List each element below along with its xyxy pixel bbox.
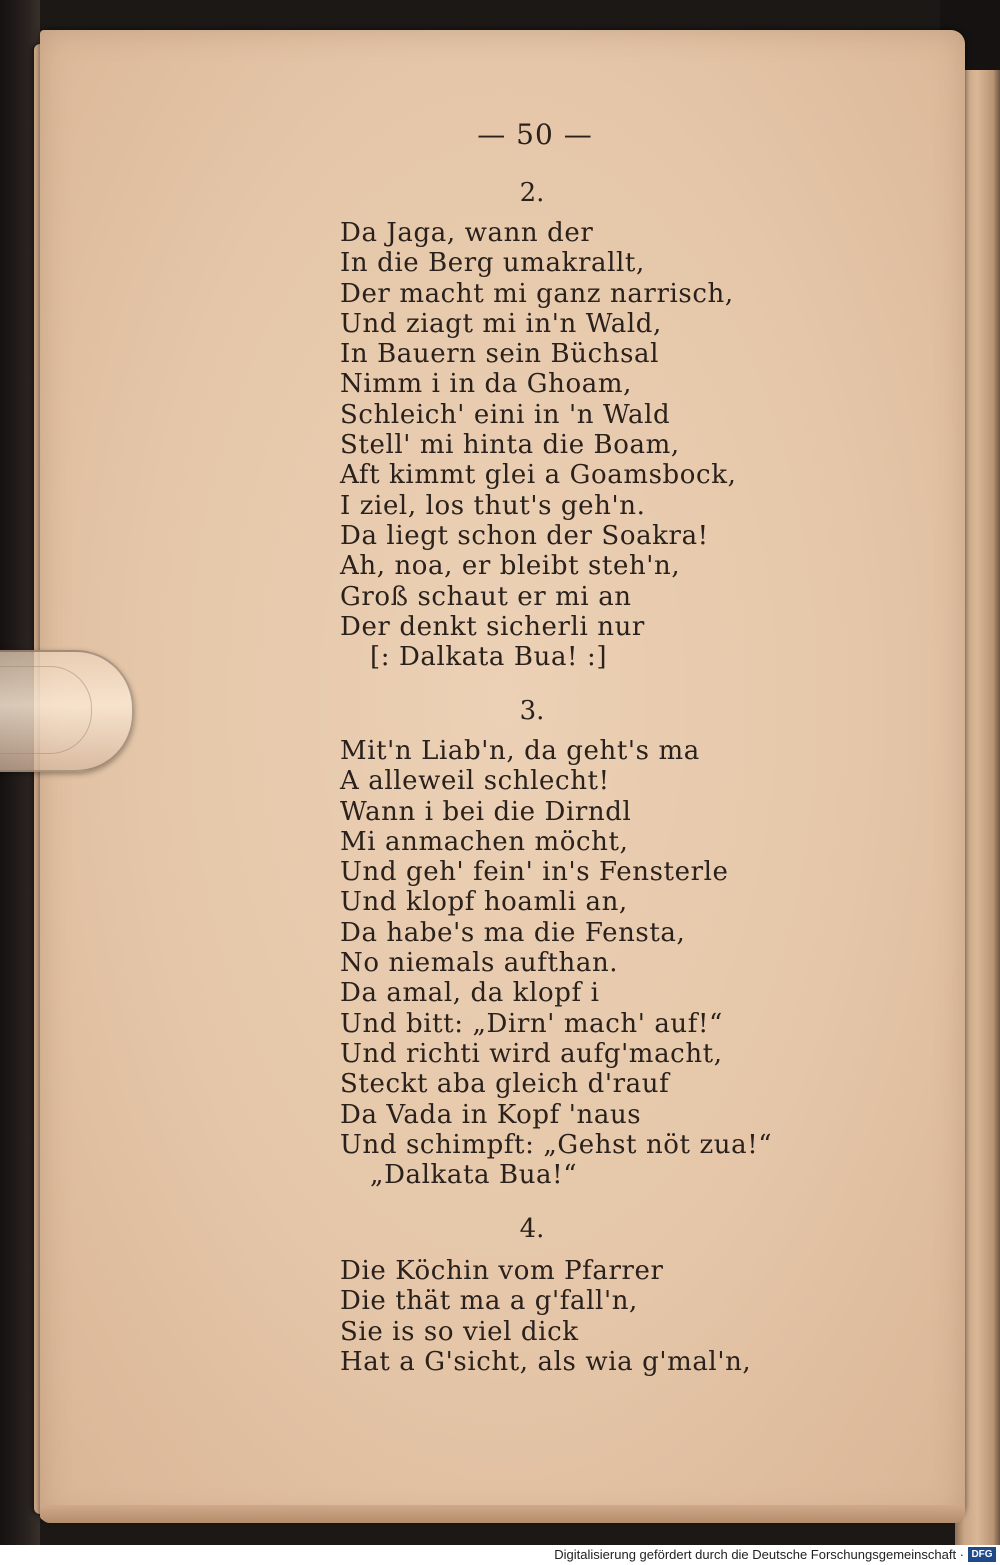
verse-line: A alleweil schlecht!	[340, 766, 610, 797]
verse-line: Und klopf hoamli an,	[340, 887, 628, 918]
verse-line: In Bauern sein Büchsal	[340, 339, 660, 370]
verse-line: Hat a G'sicht, als wia g'mal'n,	[340, 1346, 752, 1377]
verse-line: Aft kimmt glei a Goamsbock,	[340, 460, 737, 491]
dfg-logo: DFG	[968, 1547, 996, 1562]
verse-line: Schleich' eini in 'n Wald	[340, 399, 671, 430]
verse-line: Der macht mi ganz narrisch,	[340, 278, 734, 309]
verse-line: Da amal, da klopf i	[340, 978, 600, 1009]
stanza-number-3: 3.	[519, 696, 545, 726]
verse-line: No niemals aufthan.	[340, 948, 619, 979]
page-clip	[0, 650, 134, 772]
verse-line: Und ziagt mi in'n Wald,	[340, 308, 662, 339]
verse-line: Die thät ma a g'fall'n,	[340, 1286, 638, 1317]
stanza-number-4: 4.	[519, 1214, 545, 1244]
verse-line: Da liegt schon der Soakra!	[340, 520, 709, 551]
verse-line: Da Jaga, wann der	[340, 218, 594, 248]
verse-line: Und bitt: „Dirn' mach' auf!“	[340, 1008, 723, 1039]
verse-refrain: „Dalkata Bua!“	[370, 1160, 578, 1191]
verse-line: Ah, noa, er bleibt steh'n,	[340, 551, 681, 582]
verse-line: In die Berg umakrallt,	[340, 248, 645, 279]
stanza-3-verse	[340, 736, 772, 1190]
stanza-4-verse	[340, 1256, 751, 1377]
verse-line: Und schimpft: „Gehst nöt zua!“	[340, 1129, 773, 1160]
verse-line: Da Vada in Kopf 'naus	[340, 1099, 642, 1130]
verse-line: Stell' mi hinta die Boam,	[340, 430, 680, 461]
stanza-2-verse	[340, 218, 736, 672]
page-number: — 50 —	[477, 118, 593, 151]
verse-line: Steckt aba gleich d'rauf	[340, 1069, 670, 1100]
verse-line: Nimm i in da Ghoam,	[340, 369, 632, 400]
verse-line: Mit'n Liab'n, da geht's ma	[340, 736, 700, 766]
paper-bottom-edge	[40, 1505, 965, 1523]
verse-line: Der denkt sicherli nur	[340, 611, 645, 642]
verse-line: Da habe's ma die Fensta,	[340, 917, 686, 948]
footer-credit: Digitalisierung gefördert durch die Deutsche Forschungsgemeinschaft ·	[554, 1547, 964, 1562]
footer-bar	[0, 1545, 1000, 1565]
verse-line: Die Köchin vom Pfarrer	[340, 1256, 664, 1286]
verse-line: I ziel, los thut's geh'n.	[340, 490, 646, 521]
verse-line: Groß schaut er mi an	[340, 581, 632, 612]
verse-line: Und richti wird aufg'macht,	[340, 1038, 723, 1069]
verse-line: Mi anmachen möcht,	[340, 826, 629, 857]
verse-line: Sie is so viel dick	[340, 1316, 579, 1347]
verse-refrain: [: Dalkata Bua! :]	[370, 642, 608, 673]
stanza-number-2: 2.	[519, 178, 545, 208]
page-clip-inner	[0, 666, 92, 754]
verse-line: Und geh' fein' in's Fensterle	[340, 857, 729, 888]
verse-line: Wann i bei die Dirndl	[340, 796, 632, 827]
